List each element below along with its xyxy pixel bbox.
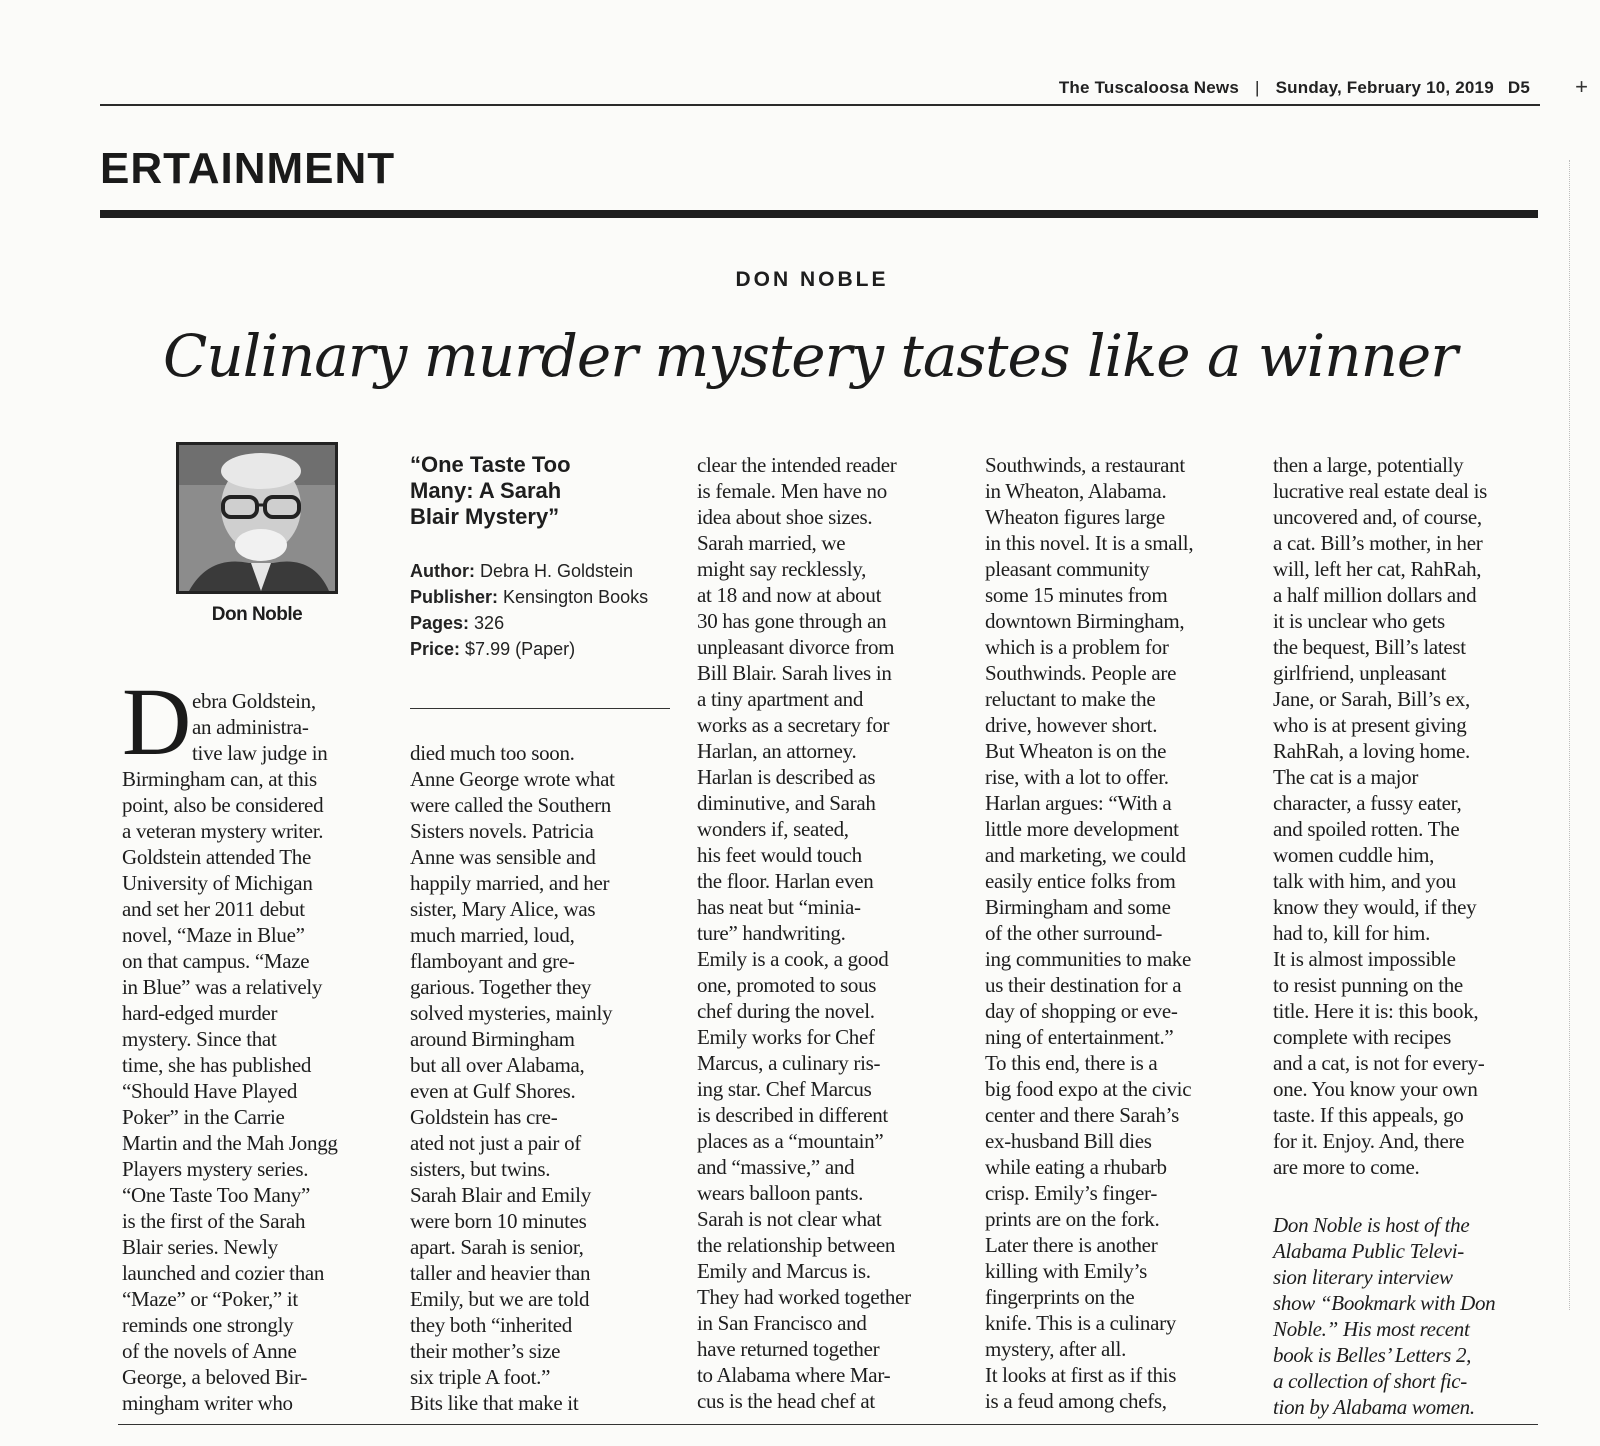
header-rule [100, 104, 1540, 106]
headline: Culinary murder mystery tastes like a winner [163, 322, 1457, 390]
author-value: Debra H. Goldstein [480, 561, 634, 581]
pages-value: 326 [474, 613, 505, 633]
section-rule [100, 210, 1538, 218]
drop-cap: D [122, 668, 192, 775]
page-number: D5 [1507, 78, 1530, 97]
fact-price [410, 636, 670, 662]
fact-author [410, 558, 670, 584]
book-facts [410, 558, 670, 662]
folio-line [1059, 78, 1530, 98]
author-tagline: Don Noble is host of the Alabama Public Televi- sion literary interview show “Bookmark with Don Noble.” His most recent book is Belles’ Letters 2, a collection of short fic- tion by Alabama women. [1273, 1213, 1496, 1419]
fact-publisher [410, 584, 670, 610]
article-column-2: died much too soon. Anne George wrote what were called the Southern Sisters novels. Patricia Anne was sensible and happily married, and her sister, Mary Alice, was much married, loud, flamboyant and gre- garious. Together they solved mysteries, mainly around Birmingham but all over Alabama, even at Gulf Shores. Goldstein has cre- ated not just a pair of sisters, but twins. Sarah Blair and Emily were born 10 minutes apart. Sarah is senior, taller and heavier than Emily, but we are told they both “inherited their mother’s size six triple A foot.” Bits like that make it [410, 741, 615, 1415]
article-column-3: clear the intended reader is female. Men have no idea about shoe sizes. Sarah married, we might say recklessly, at 18 and now at about 30 has gone through an unpleasant divorce from Bill Blair. Sarah lives in a tiny apartment and works as a secretary for Harlan, an attorney. Harlan is described as diminutive, and Sarah wonders if, seated, his feet would touch the floor. Harlan even has neat but “minia- ture” handwriting. Emily is a cook, a good one, promoted to sous chef during the novel. Emily works for Chef Marcus, a culinary ris- ing star. Chef Marcus is described in different places as a “mountain” and “massive,” and wears balloon pants. Sarah is not clear what the relationship between Emily and Marcus is. They had worked together in San Francisco and have returned together to Alabama where Mar- cus is the head chef at [697, 453, 911, 1413]
column-name: DON NOBLE [735, 268, 889, 291]
section-title: ERTAINMENT [100, 144, 396, 193]
article-column-1-opening: ebra Goldstein, an administra- tive law judge in [192, 689, 328, 765]
facts-rule [410, 708, 670, 709]
price-value: $7.99 (Paper) [465, 639, 576, 659]
scan-edge-marks [1555, 160, 1570, 1310]
publisher-label: Publisher: [410, 587, 499, 607]
issue-date: Sunday, February 10, 2019 [1275, 78, 1494, 97]
article-column-4: Southwinds, a restaurant in Wheaton, Alabama. Wheaton figures large in this novel. It is a small, pleasant community some 15 minutes from downtown Birmingham, which is a problem for Southwinds. People are reluctant to make the drive, however short. But Wheaton is on the rise, with a lot to offer. Harlan argues: “With a little more development and marketing, we could easily entice folks from Birmingham and some of the other surround- ing communities to make us their destination for a day of shopping or eve- ning of entertainment.” To this end, there is a big food expo at the civic center and there Sarah’s ex-husband Bill dies while eating a rhubarb crisp. Emily’s finger- prints are on the fork. Later there is another killing with Emily’s fingerprints on the knife. This is a culinary mystery, after all. It looks at first as if this is a feud among chefs, [985, 453, 1194, 1413]
book-title: “One Taste Too Many: A Sarah Blair Mystery” [410, 452, 571, 529]
registration-plus-icon: + [1575, 74, 1588, 99]
pages-label: Pages: [410, 613, 470, 633]
price-label: Price: [410, 639, 461, 659]
folio-separator: | [1255, 78, 1260, 97]
author-label: Author: [410, 561, 475, 581]
article-column-5: then a large, potentially lucrative real estate deal is uncovered and, of course, a cat. Bill’s mother, in her will, left her cat, RahRah, a half million dollars and it is unclear who gets the bequest, Bill’s latest girlfriend, unpleasant Jane, or Sarah, Bill’s ex, who is at present giving RahRah, a loving home. The cat is a major character, a fussy eater, and spoiled rotten. The women cuddle him, talk with him, and you know they would, if they had to, kill for him. It is almost impossible to resist punning on the title. Here it is: this book, complete with recipes and a cat, is not for every- one. You know your own taste. If this appeals, go for it. Enjoy. And, there are more to come. [1273, 453, 1488, 1179]
author-photo [176, 442, 338, 594]
article-column-1: Birmingham can, at this point, also be considered a veteran mystery writer. Goldstein attended The University of Michigan and set her 2011 debut novel, “Maze in Blue” on that campus. “Maze in Blue” was a relatively hard-edged murder mystery. Since that time, she has published “Should Have Played Poker” in the Carrie Martin and the Mah Jongg Players mystery series. “One Taste Too Many” is the first of the Sarah Blair series. Newly launched and cozier than “Maze” or “Poker,” it reminds one strongly of the novels of Anne George, a beloved Bir- mingham writer who [122, 767, 338, 1415]
bottom-rule [118, 1424, 1538, 1425]
publisher-value: Kensington Books [503, 587, 649, 607]
newspaper-name: The Tuscaloosa News [1058, 78, 1239, 97]
portrait-illustration [179, 445, 335, 591]
fact-pages [410, 610, 670, 636]
photo-caption: Don Noble [211, 604, 303, 625]
